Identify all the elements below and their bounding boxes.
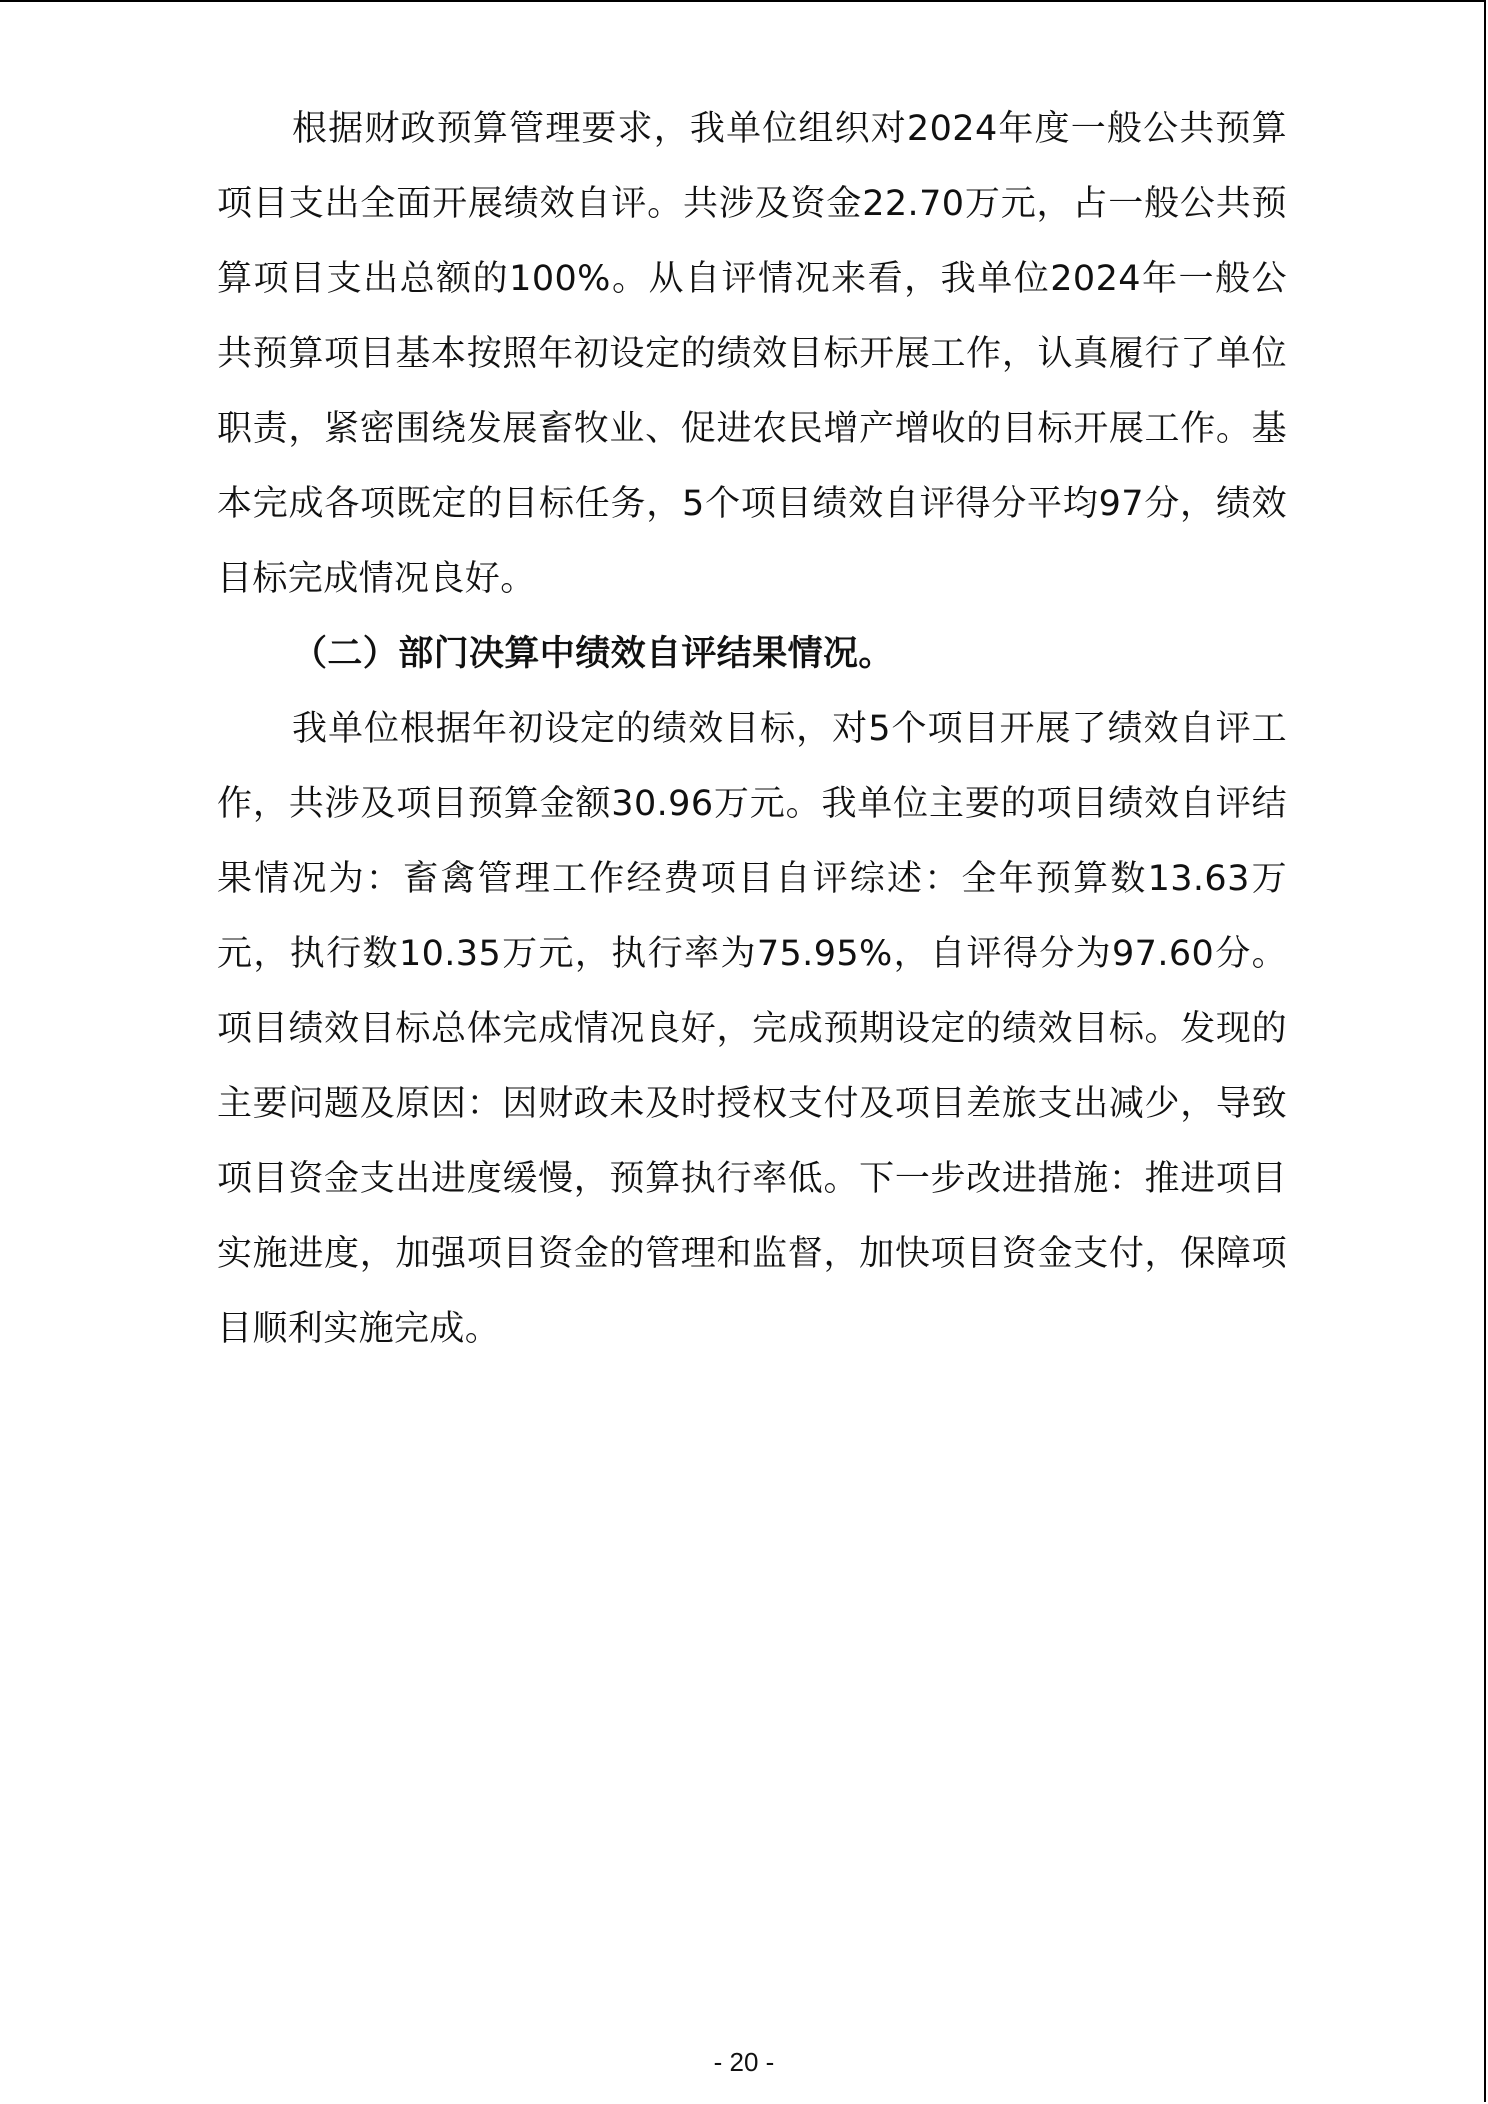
paragraph-self-evaluation-overview: 根据财政预算管理要求，我单位组织对2024年度一般公共预算项目支出全面开展绩效自评。共涉及资金22.70万元，占一般公共预算项目支出总额的100%。从自评情况来看，我单位2024年一般公共预算项目基本按照年初设定的绩效目标开展工作，认真履行了单位职责，紧密围绕发展畜牧业、促进农民增产增收的目标开展工作。基本完成各项既定的目标任务，5个项目绩效自评得分平均97分，绩效目标完成情况良好。 bbox=[217, 109, 1288, 599]
section-heading: （二）部门决算中绩效自评结果情况。 bbox=[292, 634, 894, 674]
page-number: - 20 - bbox=[713, 2047, 775, 2077]
document-body bbox=[217, 92, 1287, 1367]
paragraph-evaluation-results: 我单位根据年初设定的绩效目标，对5个项目开展了绩效自评工作，共涉及项目预算金额30.96万元。我单位主要的项目绩效自评结果情况为：畜禽管理工作经费项目自评综述：全年预算数13.63万元，执行数10.35万元，执行率为75.95%，自评得分为97.60分。项目绩效目标总体完成情况良好，完成预期设定的绩效目标。发现的主要问题及原因：因财政未及时授权支付及项目差旅支出减少，导致项目资金支出进度缓慢，预算执行率低。下一步改进措施：推进项目实施进度，加强项目资金的管理和监督，加快项目资金支付，保障项目顺利实施完成。 bbox=[217, 709, 1287, 1349]
